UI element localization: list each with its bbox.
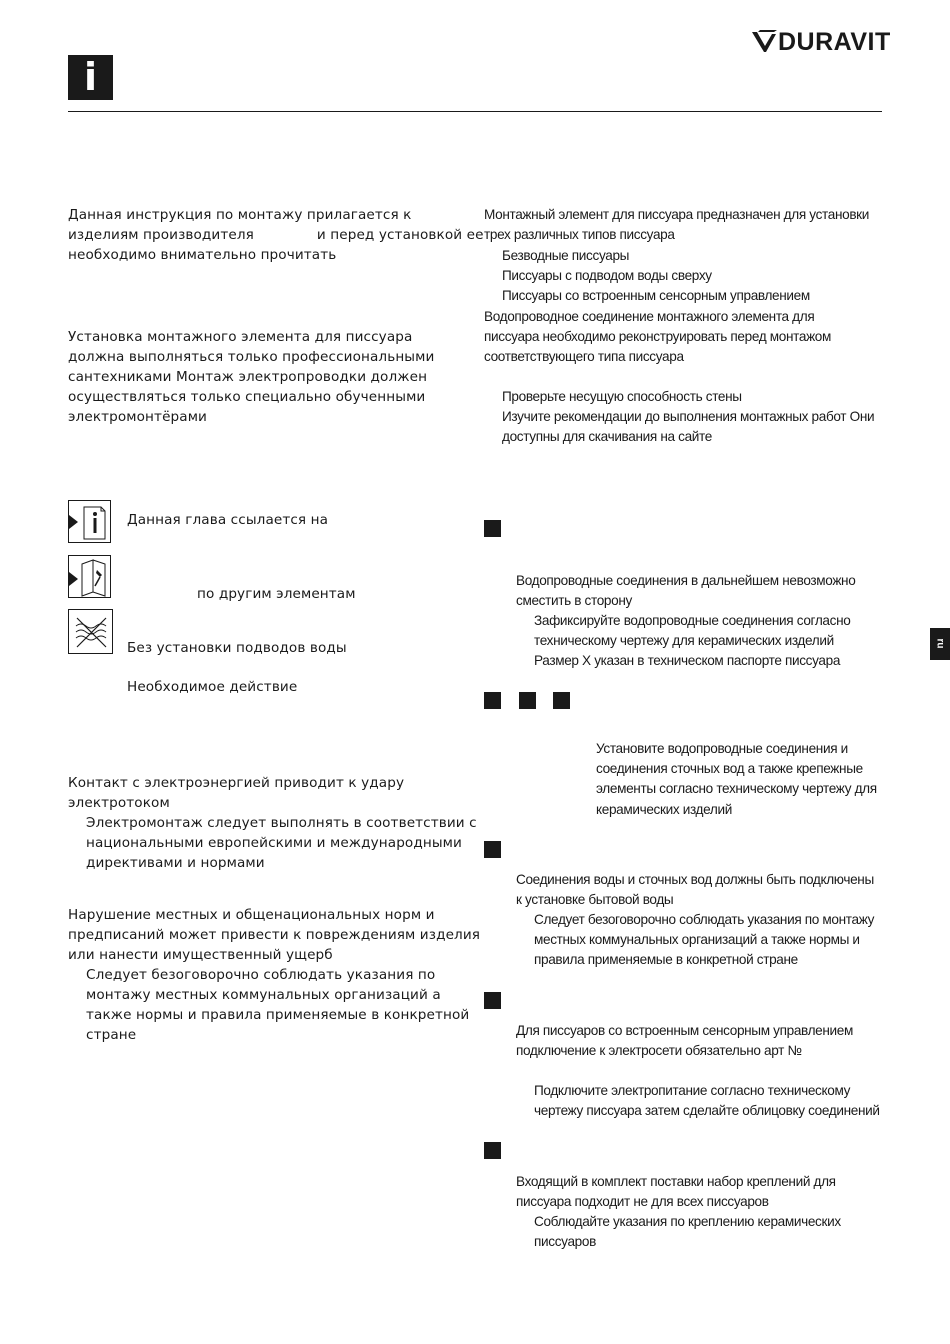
duravit-logo: [750, 28, 890, 56]
install-paragraph: Установка монтажного элемента для писсуара должна выполняться только профессиональными сантехниками Монтаж электропроводки должен осуществляться только специально обученными электромонтёрами: [68, 329, 435, 425]
chapter-reference-icon: [68, 500, 111, 543]
language-tab[interactable]: ru: [930, 628, 950, 660]
section-4-bullets: Подключите электропитание согласно техническому чертежу писсуара затем сделайте облицовку соединений: [534, 1083, 880, 1119]
electric-warning: Контакт с электроэнергией приводит к удару электротоком: [68, 775, 405, 811]
step-marker: [484, 692, 501, 709]
step-marker: [484, 992, 501, 1009]
header-divider: [68, 111, 882, 112]
urinal-types-list: [502, 246, 810, 307]
intro-paragraph: Данная инструкция по монтажу прилагается к изделиям производителя и перед установкой ее необходимо внимательно прочитать: [68, 207, 484, 263]
brand-name: DURAVIT: [778, 28, 891, 56]
section-3-bullets: Следует безоговорочно соблюдать указания по монтажу местных коммунальных организаций а также нормы и правила применяемые в конкретной стране: [534, 912, 875, 968]
step-marker: [484, 520, 501, 537]
no-water-label: Без установки подводов воды: [127, 640, 347, 656]
norms-bullet: Следует безоговорочно соблюдать указания по монтажу местных коммунальных организаций а также нормы и правила применяемые в конкретной стране: [86, 967, 470, 1043]
section-2-text: Установите водопроводные соединения и соединения сточных вод а также крепежные элементы согласно техническому чертежу для керамических изделий: [596, 741, 877, 817]
section-3-text: Соединения воды и сточных вод должны быть подключены к установке бытовой воды: [516, 872, 874, 908]
no-water-icon: [68, 609, 113, 654]
section-5-text: Входящий в комплект поставки набор креплений для писсуара подходит не для всех писсуаров: [516, 1174, 836, 1210]
step-marker: [553, 692, 570, 709]
action-label: Необходимое действие: [127, 679, 298, 695]
section-1-text: Водопроводные соединения в дальнейшем невозможно сместить в сторону: [516, 573, 856, 609]
list-item: Писсуары со встроенным сенсорным управлением: [502, 288, 810, 304]
section-5-bullets: Соблюдайте указания по креплению керамических писсуаров: [534, 1214, 841, 1250]
purpose-paragraph: Монтажный элемент для писсуара предназначен для установки трех различных типов писсуара: [484, 207, 870, 243]
info-icon: i: [68, 55, 113, 100]
step-marker: [484, 841, 501, 858]
list-item: Писсуары с подводом воды сверху: [502, 268, 712, 284]
duravit-logo-mark: [750, 28, 780, 56]
chapter-reference-label: Данная глава ссылается на: [127, 512, 329, 528]
checks-list: Проверьте несущую способность стены Изучите рекомендации до выполнения монтажных работ Они доступны для скачивания на сайте: [502, 389, 875, 445]
section-1-bullets: Зафиксируйте водопроводные соединения согласно техническому чертежу для керамических изделий Размер X указан в техническом паспорте писсуара: [534, 613, 851, 669]
step-marker: [519, 692, 536, 709]
other-elements-icon: [68, 555, 111, 598]
purpose-paragraph-2: Водопроводное соединение монтажного элемента для писсуара необходимо реконструировать перед монтажом соответствующего типа писсуара: [484, 309, 832, 365]
step-marker: [484, 1142, 501, 1159]
list-item: Безводные писсуары: [502, 248, 630, 263]
norms-warning: Нарушение местных и общенациональных норм и предписаний может привести к повреждениям изделия или нанести имущественный ущерб: [68, 907, 481, 963]
other-elements-label: по другим элементам: [197, 586, 356, 602]
section-4-text: Для писсуаров со встроенным сенсорным управлением подключение к электросети обязательно арт №: [516, 1023, 853, 1059]
electric-bullet: Электромонтаж следует выполнять в соответствии с национальными европейскими и международными директивами и нормами: [86, 815, 477, 871]
